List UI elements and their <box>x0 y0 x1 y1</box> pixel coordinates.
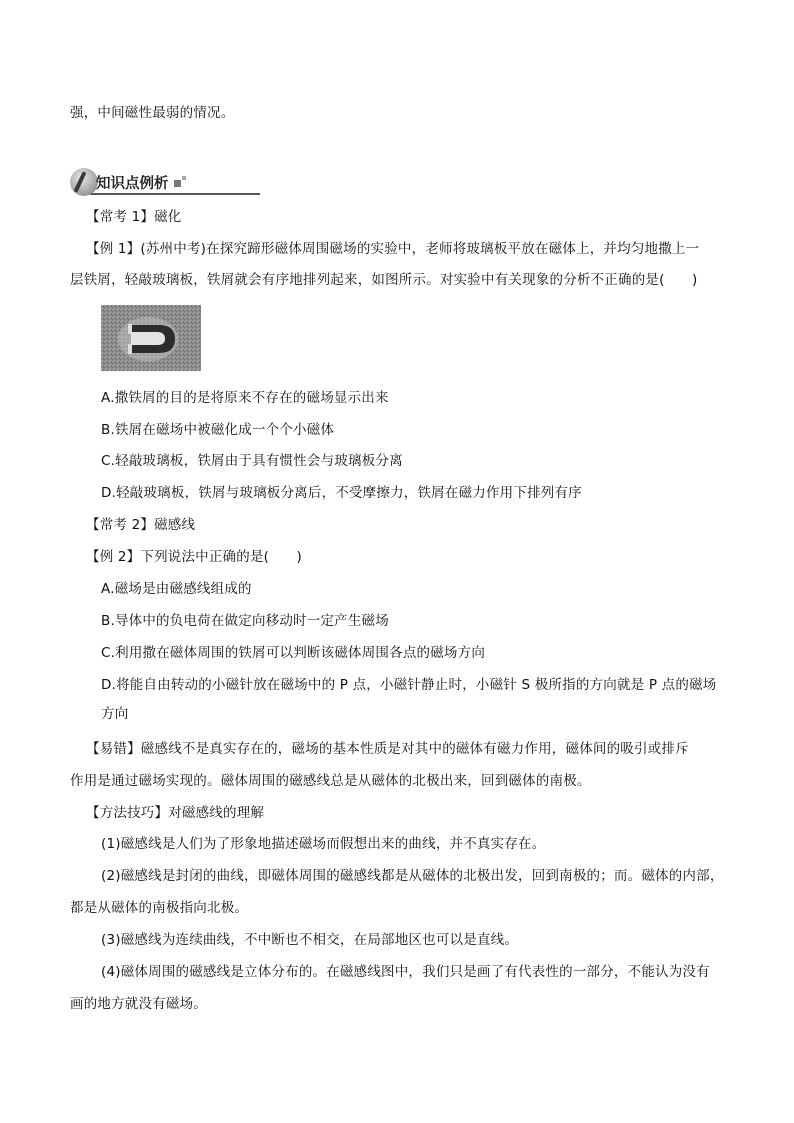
tip-3: (3)磁感线为连续曲线，不中断也不相交，在局部地区也可以是直线。 <box>101 932 519 948</box>
option-c-2: C.利用撒在磁体周围的铁屑可以判断该磁体周围各点的磁场方向 <box>101 645 486 661</box>
decor-square <box>174 180 181 187</box>
section-header <box>70 168 194 196</box>
tip-2-line-2: 都是从磁体的南极指向北极。 <box>70 900 249 916</box>
tip-1: (1)磁感线是人们为了形象地描述磁场而假想出来的曲线，并不真实存在。 <box>101 836 546 852</box>
method-tip-heading: 【方法技巧】对磁感线的理解 <box>86 805 265 821</box>
option-d-2-line-2: 方向 <box>101 706 129 722</box>
option-d-1: D.轻敲玻璃板，铁屑与玻璃板分离后，不受摩擦力，铁屑在磁力作用下排列有序 <box>101 485 582 501</box>
mistake-note-line-1: 【易错】磁感线不是真实存在的，磁场的基本性质是对其中的磁体有磁力作用，磁体间的吸引或排斥 <box>86 741 689 757</box>
decor-square-small <box>182 176 186 180</box>
paragraph-line: 强，中间磁性最弱的情况。 <box>70 105 235 121</box>
topic-heading-2: 【常考 2】磁感线 <box>86 517 196 533</box>
option-a-1: A.撒铁屑的目的是将原来不存在的磁场显示出来 <box>101 390 389 406</box>
horseshoe-magnet-iron-filings-photo <box>101 305 201 371</box>
example-2-line: 【例 2】下列说法中正确的是( ) <box>86 549 303 565</box>
tip-2-line-1: (2)磁感线是封闭的曲线，即磁体周围的磁感线都是从磁体的北极出发，回到南极的；而。磁体的内部， <box>101 868 724 884</box>
tip-4-line-1: (4)磁体周围的磁感线是立体分布的。在磁感线图中，我们只是画了有代表性的一部分，不能认为没有 <box>101 964 710 980</box>
option-b-2: B.导体中的负电荷在做定向移动时一定产生磁场 <box>101 613 389 629</box>
example-1-line-2: 层铁屑，轻敲玻璃板，铁屑就会有序地排列起来，如图所示。对实验中有关现象的分析不正确的是( ) <box>70 272 698 288</box>
option-c-1: C.轻敲玻璃板，铁屑由于具有惯性会与玻璃板分离 <box>101 453 403 469</box>
section-title: 知识点例析 <box>96 176 169 192</box>
mistake-note-line-2: 作用是通过磁场实现的。磁体周围的磁感线总是从磁体的北极出来，回到磁体的南极。 <box>70 773 591 789</box>
topic-heading-1: 【常考 1】磁化 <box>86 209 182 225</box>
tip-4-line-2: 画的地方就没有磁场。 <box>70 996 207 1012</box>
option-d-2-line-1: D.将能自由转动的小磁针放在磁场中的 P 点，小磁针静止时，小磁针 S 极所指的方向就是 P 点的磁场 <box>101 677 717 693</box>
option-b-1: B.铁屑在磁场中被磁化成一个个小磁体 <box>101 422 335 438</box>
option-a-2: A.磁场是由磁感线组成的 <box>101 581 252 597</box>
section-underline <box>90 193 260 195</box>
example-1-line-1: 【例 1】(苏州中考)在探究蹄形磁体周围磁场的实验中，老师将玻璃板平放在磁体上，并均匀地撒上一 <box>86 241 700 257</box>
